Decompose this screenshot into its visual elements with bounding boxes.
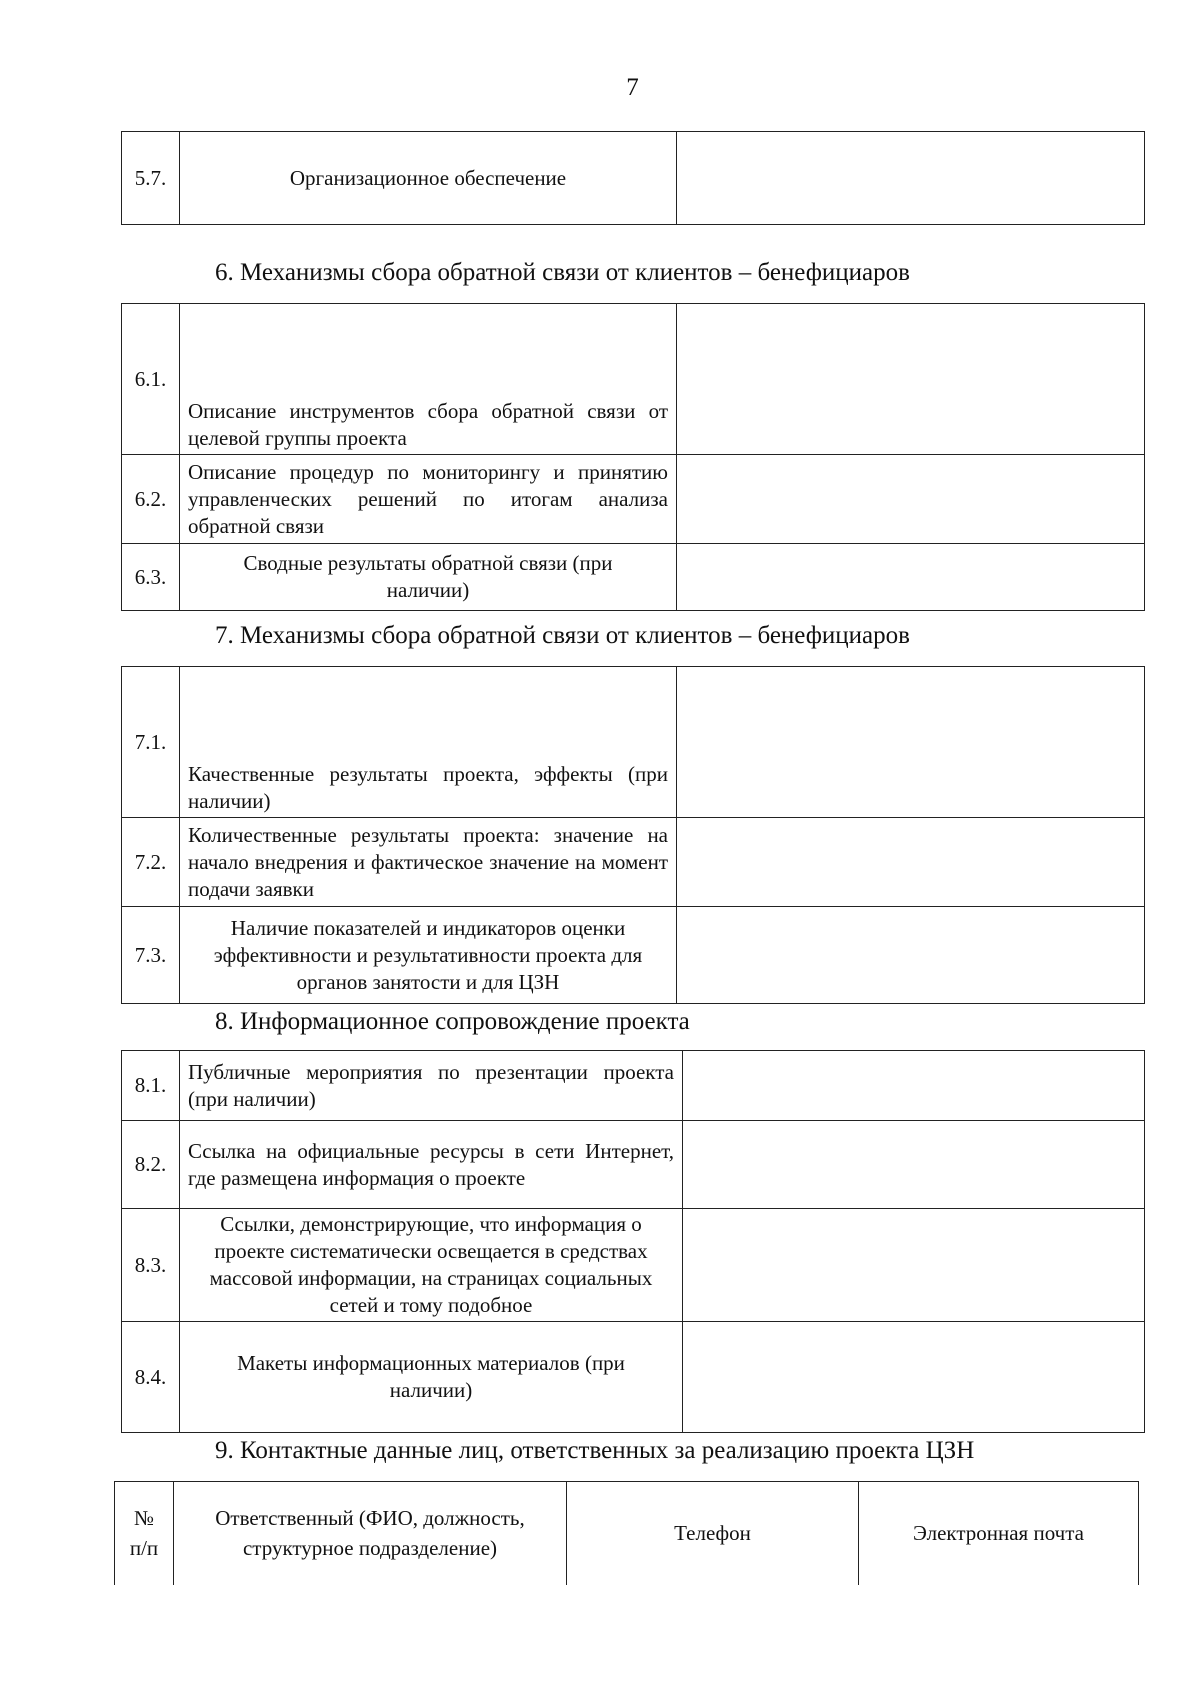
table-row [122,818,1145,907]
value-cell[interactable] [677,907,1145,1004]
section-7-table [121,666,1145,1004]
table-row [122,304,1145,455]
table-header-row [115,1482,1139,1585]
row-number: 8.4. [122,1322,180,1433]
row-number: 7.3. [122,907,180,1004]
row-number: 7.1. [122,667,180,818]
column-header-responsible: Ответственный (ФИО, должность, структурное подразделение) [174,1482,567,1585]
table-row [122,1209,1145,1322]
table-row [122,455,1145,544]
table-row [122,544,1145,611]
row-label: Описание инструментов сбора обратной связи от целевой группы проекта [180,304,677,455]
section-8-heading: 8. Информационное сопровождение проекта [215,1008,690,1035]
section-7-heading: 7. Механизмы сбора обратной связи от клиентов – бенефициаров [215,622,910,649]
value-cell[interactable] [683,1209,1145,1322]
row-number: 8.3. [122,1209,180,1322]
row-label: Сводные результаты обратной связи (при наличии) [180,544,677,611]
contacts-table [114,1481,1139,1585]
table-row [122,1322,1145,1433]
row-number: 6.2. [122,455,180,544]
row-label: Наличие показателей и индикаторов оценки эффективности и результативности проекта для органов занятости и для ЦЗН [180,907,677,1004]
value-cell[interactable] [677,667,1145,818]
value-cell[interactable] [683,1121,1145,1209]
row-number: 5.7. [122,132,180,225]
row-label: Ссылки, демонстрирующие, что информация о проекте систематически освещается в средствах массовой информации, на страницах социальных сетей и тому подобное [180,1209,683,1322]
table-row [122,907,1145,1004]
value-cell[interactable] [683,1051,1145,1121]
page-number: 7 [626,74,639,101]
section-8-table [121,1050,1145,1433]
row-label: Описание процедур по мониторингу и принятию управленческих решений по итогам анализа обратной связи [180,455,677,544]
section-9-heading: 9. Контактные данные лиц, ответственных за реализацию проекта ЦЗН [215,1437,975,1464]
value-cell[interactable] [677,455,1145,544]
value-cell[interactable] [677,132,1145,225]
row-number: 8.1. [122,1051,180,1121]
section-6-table [121,303,1145,611]
row-number: 6.1. [122,304,180,455]
value-cell[interactable] [677,304,1145,455]
row-label: Макеты информационных материалов (при наличии) [180,1322,683,1433]
row-label: Качественные результаты проекта, эффекты (при наличии) [180,667,677,818]
table-row [122,132,1145,225]
table-row [122,1051,1145,1121]
section-5-table [121,131,1145,225]
column-header-phone: Телефон [567,1482,859,1585]
row-label: Количественные результаты проекта: значение на начало внедрения и фактическое значение на момент подачи заявки [180,818,677,907]
row-number: 8.2. [122,1121,180,1209]
row-label: Публичные мероприятия по презентации проекта (при наличии) [180,1051,683,1121]
row-number: 7.2. [122,818,180,907]
row-number: 6.3. [122,544,180,611]
table-row [122,667,1145,818]
column-header-email: Электронная почта [859,1482,1139,1585]
value-cell[interactable] [683,1322,1145,1433]
section-6-heading: 6. Механизмы сбора обратной связи от клиентов – бенефициаров [215,259,910,286]
value-cell[interactable] [677,544,1145,611]
value-cell[interactable] [677,818,1145,907]
table-row [122,1121,1145,1209]
row-label: Ссылка на официальные ресурсы в сети Интернет, где размещена информация о проекте [180,1121,683,1209]
column-header-number: № п/п [115,1482,174,1585]
row-label: Организационное обеспечение [180,132,677,225]
